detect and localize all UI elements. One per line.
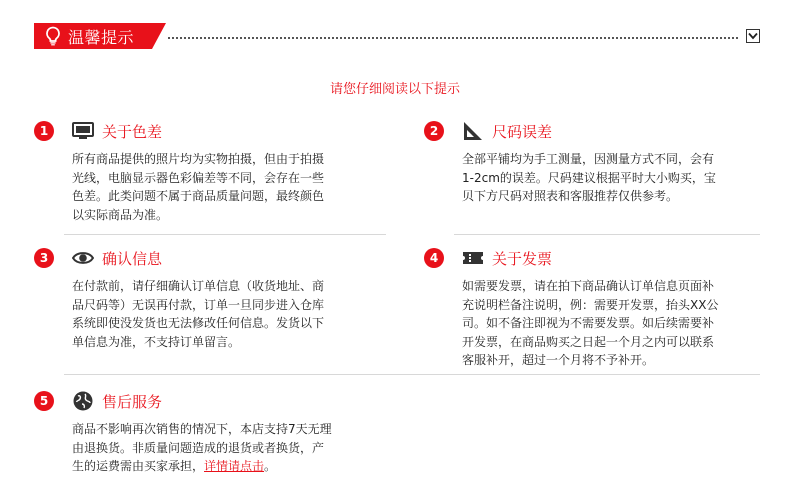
item-body: [72, 277, 324, 351]
body-line: 1-2cm的误差。尺码建议根据平时大小购买，宝: [462, 170, 716, 185]
body-line: 在付款前，请仔细确认订单信息（收货地址、商: [72, 279, 325, 293]
body-line: 以实际商品为准。: [72, 207, 169, 222]
body-line: 如需要发票，请在拍下商品确认订单信息页面补: [462, 279, 715, 293]
item-title: 确认信息: [102, 250, 163, 268]
notice-item-color-difference: [34, 121, 384, 231]
notice-item-after-sales: [34, 391, 434, 486]
item-number-badge: 5: [34, 391, 54, 411]
item-number-badge: 3: [34, 248, 54, 268]
body-line: 充说明栏备注说明，例：需要开发票，抬头XX公: [462, 297, 719, 312]
item-number-badge: 1: [34, 121, 54, 141]
item-body: [72, 420, 332, 476]
divider: [454, 234, 760, 235]
body-line: 光线，电脑显示器色彩偏差等不同，会存在一些: [72, 170, 325, 185]
body-line: [72, 457, 332, 476]
item-body: [462, 150, 716, 206]
item-body: [462, 277, 718, 370]
notice-header: [34, 23, 762, 49]
chevron-down-icon: [748, 32, 758, 40]
item-title: 关于发票: [492, 250, 553, 268]
item-number-badge: 4: [424, 248, 444, 268]
header-badge: [34, 23, 152, 49]
divider: [64, 374, 760, 375]
eye-icon: [72, 247, 94, 269]
item-title: 尺码误差: [492, 123, 553, 141]
body-line: 开发票，在商品购买之日起一个月之内可以联系: [462, 334, 715, 349]
body-line: 司。如不备注即视为不需要发票。如后续需要补: [462, 316, 715, 330]
collapse-button[interactable]: [746, 29, 760, 43]
globe-icon: [72, 390, 94, 412]
body-line-text: 。: [264, 459, 277, 473]
item-title: 售后服务: [102, 393, 163, 411]
item-title: 关于色差: [102, 123, 163, 141]
body-line: 单信息为准，不支持订单留言。: [72, 334, 241, 349]
notice-item-confirm-info: [34, 248, 384, 358]
header-dotted-line: [168, 37, 738, 39]
body-line: 全部平铺均为手工测量，因测量方式不同，会有: [462, 152, 715, 166]
body-line: 商品不影响再次销售的情况下，本店支持7天无理: [72, 422, 332, 436]
body-line: 贝下方尺码对照表和客服推荐仅供参考。: [462, 189, 679, 203]
header-title: 温馨提示: [68, 27, 135, 47]
body-line: 品尺码等）无误再付款，订单一旦同步进入仓库: [72, 297, 325, 312]
body-line-text: 生的运费需由买家承担，: [72, 459, 205, 473]
notice-subtitle: 请您仔细阅读以下提示: [329, 82, 460, 97]
monitor-icon: [72, 120, 94, 142]
body-line: 所有商品提供的照片均为实物拍摄，但由于拍摄: [72, 152, 325, 166]
ruler-triangle-icon: [462, 120, 484, 142]
divider: [64, 234, 386, 235]
notice-item-invoice: [424, 248, 774, 378]
notice-item-size-error: [424, 121, 774, 231]
lightbulb-icon: [44, 26, 62, 46]
body-line: 色差。此类问题不属于商品质量问题，最终颜色: [72, 189, 325, 203]
body-line: 系统即使没发货也无法修改任何信息。发货以下: [72, 316, 325, 330]
body-line: 由退换货。非质量问题造成的退货或者换货，产: [72, 440, 325, 455]
body-line: 客服补开，超过一个月将不予补开。: [462, 353, 655, 367]
ticket-icon: [462, 247, 484, 269]
item-number-badge: 2: [424, 121, 444, 141]
item-body: [72, 150, 324, 224]
details-link[interactable]: 详情请点击: [204, 459, 265, 473]
